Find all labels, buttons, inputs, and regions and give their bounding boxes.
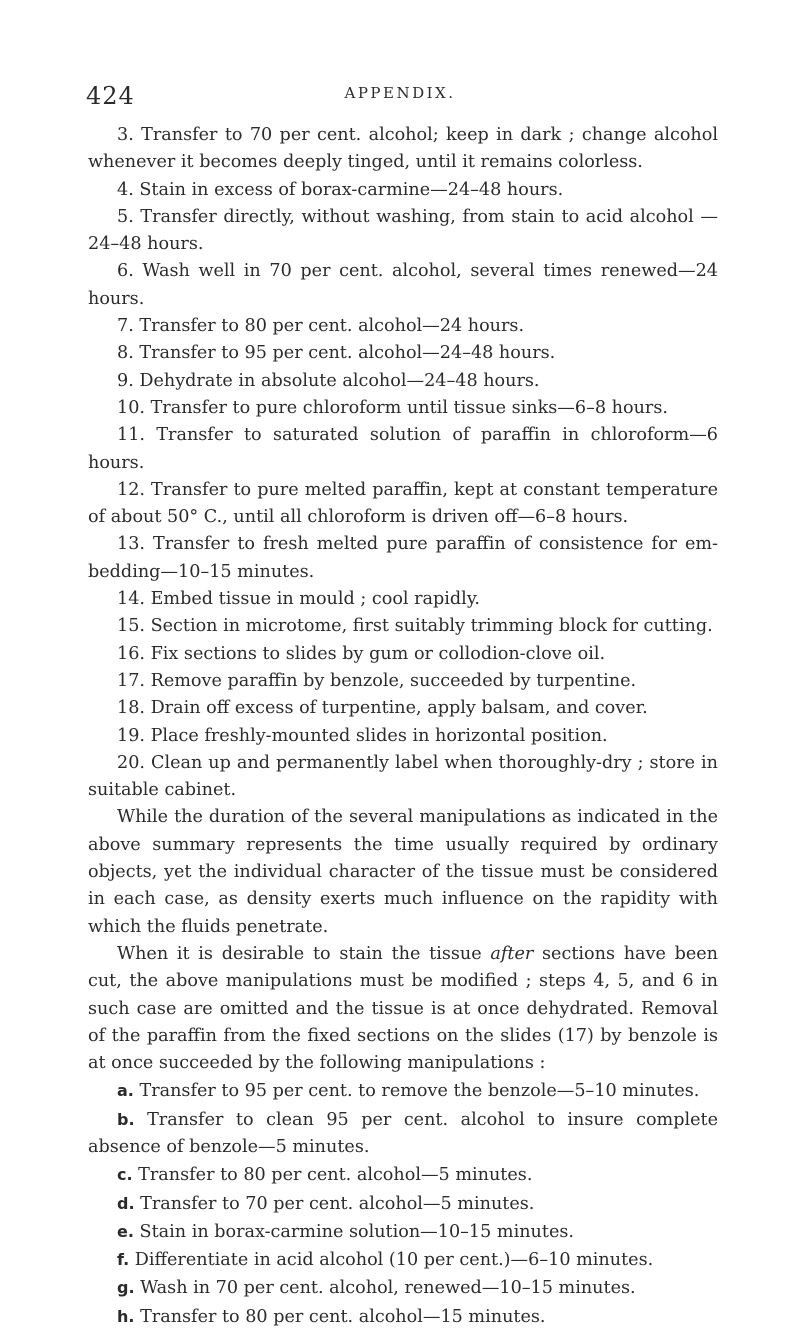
paragraph-2-after: sections have been cut, the above manipulations must be modified ; steps 4, 5, and 6 in such case are omitted and the tissue is at once dehydrated. Removal of the paraffin from the fixed sections on the slides (17) by benzole is at once succeeded by the following manipulations : [88, 943, 719, 1074]
step-6: 6. Wash well in 70 per cent. alcohol, several times renewed—24 hours. [88, 261, 718, 309]
step-12: 12. Transfer to pure melted paraffin, kept at constant temperature of about 50° C., until all chloroform is driven off—6–8 hours. [88, 479, 718, 528]
paragraph-2-before: When it is desirable to stain the tissue [117, 943, 482, 964]
step-15: 15. Section in microtome, first suitably trimming block for cutting. [117, 616, 713, 637]
paragraph-2-italic: after [490, 943, 534, 964]
substep-b [88, 1106, 718, 1162]
step-13: 13. Transfer to fresh melted pure paraffin of consistence for em-bedding—10–15 minutes. [88, 534, 718, 582]
step-18: 18. Drain off excess of turpentine, apply balsam, and cover. [117, 698, 648, 719]
step-20: 20. Clean up and permanently label when thoroughly-dry ; store in suitable cabinet. [88, 752, 718, 801]
substep-text: Transfer to clean 95 per cent. alcohol to insure complete absence of benzole—5 minutes. [88, 1109, 718, 1157]
substep-text: Transfer to 95 per cent. to remove the benzole—5–10 minutes. [139, 1081, 700, 1102]
body-text [88, 122, 718, 1331]
page-header [0, 82, 801, 112]
step-9: 9. Dehydrate in absolute alcohol—24–48 hours. [117, 370, 540, 391]
step-14: 14. Embed tissue in mould ; cool rapidly. [117, 589, 481, 610]
substep-e [88, 1218, 718, 1246]
substep-g [88, 1274, 718, 1302]
step-3: 3. Transfer to 70 per cent. alcohol; keep in dark ; change alcohol whenever it becomes deeply tinged, until it remains colorless. [88, 125, 718, 173]
substep-text: Differentiate in acid alcohol (10 per cent.)—6–10 minutes. [134, 1250, 654, 1271]
substep-label: e. [117, 1221, 134, 1241]
step-5: 5. Transfer directly, without washing, from stain to acid alcohol —24–48 hours. [88, 206, 718, 255]
substep-f [88, 1246, 718, 1274]
substep-text: Transfer to 80 per cent. alcohol—5 minutes. [138, 1165, 533, 1186]
substep-label: d. [117, 1193, 135, 1213]
substep-label: f. [117, 1250, 130, 1270]
paragraph-staining-after [88, 941, 718, 1077]
substep-label: c. [117, 1165, 133, 1185]
substep-text: Wash in 70 per cent. alcohol, renewed—10–15 minutes. [140, 1278, 636, 1299]
substep-c [88, 1161, 718, 1189]
substep-label: g. [117, 1278, 135, 1298]
substep-text: Transfer to 80 per cent. alcohol—15 minutes. [140, 1306, 546, 1327]
running-head: APPENDIX. [344, 84, 456, 102]
step-17: 17. Remove paraffin by benzole, succeeded by turpentine. [117, 670, 637, 691]
step-16: 16. Fix sections to slides by gum or collodion-clove oil. [117, 643, 606, 664]
substep-h [88, 1303, 718, 1331]
step-8: 8. Transfer to 95 per cent. alcohol—24–48 hours. [117, 343, 556, 364]
substep-text: Stain in borax-carmine solution—10–15 minutes. [139, 1221, 574, 1242]
substep-label: h. [117, 1306, 135, 1326]
substep-a [88, 1077, 718, 1105]
substep-d [88, 1190, 718, 1218]
step-7: 7. Transfer to 80 per cent. alcohol—24 hours. [117, 316, 525, 337]
step-11: 11. Transfer to saturated solution of paraffin in chloroform—6 hours. [88, 425, 718, 473]
step-4: 4. Stain in excess of borax-carmine—24–48 hours. [117, 179, 564, 200]
step-10: 10. Transfer to pure chloroform until tissue sinks—6–8 hours. [117, 397, 668, 418]
step-19: 19. Place freshly-mounted slides in horizontal position. [117, 725, 608, 746]
paragraph-duration-note: While the duration of the several manipulations as indicated in the above summary represents the time usually required by ordinary objects, yet the individual character of the tissue must be considered in each case, as density exerts much influence on the rapidity with which the fluids penetrate. [88, 807, 718, 937]
substep-text: Transfer to 70 per cent. alcohol—5 minutes. [140, 1193, 535, 1214]
substep-label: a. [117, 1081, 134, 1101]
page-number: 424 [86, 82, 135, 110]
substep-label: b. [117, 1109, 135, 1129]
